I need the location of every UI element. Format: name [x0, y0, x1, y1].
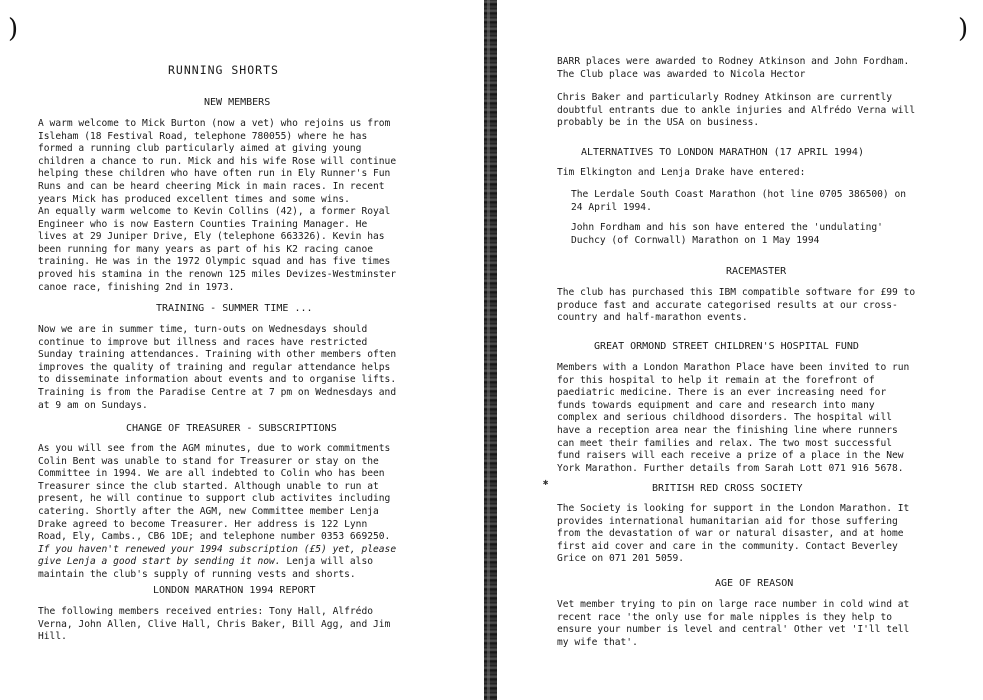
alternatives-item-2: John Fordham and his son have entered the 'undulating' Duchcy (of Cornwall) Marathon on 1 May 1994 [571, 222, 883, 246]
age-of-reason-heading: AGE OF REASON [715, 578, 794, 589]
new-members-paragraph-2: An equally warm welcome to Kevin Collins (42), a former Royal Engineer who is now Eastern Counties Training Manager. He lives at 29 Juniper Drive, Ely (telephone 663326). Kevin has been running for many years as part of his K2 racing canoe training. He was in the 1972 Olympic squad and has five times proved his stamina in the renown 125 miles Devizes-Westminster canoe race, finishing 2nd in 1973. [38, 206, 397, 293]
alternatives-item-1: The Lerdale South Coast Marathon (hot line 0705 386500) on 24 April 1994. [571, 189, 907, 213]
age-of-reason-paragraph: Vet member trying to pin on large race number in cold wind at recent race 'the only use for male nipples is they help to ensure your number is level and central' Other vet 'I'll tell my wife that'. [557, 599, 910, 648]
red-cross-heading: BRITISH RED CROSS SOCIETY [652, 483, 803, 494]
treasurer-heading: CHANGE OF TREASURER - SUBSCRIPTIONS [126, 423, 337, 434]
new-members-paragraph-1: A warm welcome to Mick Burton (now a vet) who rejoins us from Isleham (18 Festival Road, telephone 780055) where he has formed a running club particularly aimed at giving young children a chance to run. Mick and his wife Rose will continue helping these children who have often run in Ely Runner's Fun Runs and can be heard cheering Mick in main races. In recent years Mick has produced excellent times and some wins. [38, 118, 397, 205]
training-paragraph: Now we are in summer time, turn-outs on Wednesdays should continue to improve but illness and races have restricted Sunday training attendances. Training with other members often improves the quality of training and regular attendance helps to disseminate information about events and to organise lifts. Training is from the Paradise Centre at 7 pm on Wednesdays and at 9 am on Sundays. [38, 324, 397, 411]
training-heading: TRAINING - SUMMER TIME ... [156, 303, 313, 314]
new-members-heading: NEW MEMBERS [204, 97, 271, 108]
barr-paragraph: BARR places were awarded to Rodney Atkinson and John Fordham. The Club place was awarded to Nicola Hector [557, 56, 910, 80]
chris-baker-paragraph: Chris Baker and particularly Rodney Atkinson are currently doubtful entrants due to ankle injuries and Alfrédo Verna will probably be in the USA on business. [557, 92, 916, 129]
red-cross-paragraph: The Society is looking for support in the London Marathon. It provides international humanitarian aid for those suffering from the devastation of war or natural disaster, and at home first aid cover and care in the community. Contact Beverley Grice on 071 201 5059. [557, 503, 910, 565]
racemaster-paragraph: The club has purchased this IBM compatible software for £99 to produce fast and accurate categorised results at our cross- country and half-marathon events. [557, 287, 916, 324]
spine-shadow [487, 0, 490, 700]
gosh-paragraph: Members with a London Marathon Place have been invited to run for this hospital to help it remain at the forefront of paediatric medicine. There is an ever increasing need for funds towards equipment and care and research into many complex and serious childhood disorders. The hospital will have a reception area near the finishing line where runners can meet their families and relax. The two most successful fund raisers will each receive a prize of a place in the New York Marathon. Further details from Sarah Lott 071 916 5678. [557, 362, 910, 474]
treasurer-paragraph: As you will see from the AGM minutes, due to work commitments Colin Bent was unable to stand for Treasurer or stay on the Committee in 1994. We are all indebted to Colin who has been Treasurer since the club started. Although unable to run at present, he will continue to support club activites including catering. Shortly after the AGM, new Committee member Lenja Drake agreed to become Treasurer. Her address is 122 Lynn Road, Ely, Cambs., CB6 1DE; and telephone number 0353 669250. If you haven't renewed your 1994 subscription (£5) yet, please give Lenja a good start by sending it now. Lenja will also maintain the club's supply of running vests and shorts. [38, 443, 397, 580]
right-page [495, 0, 983, 700]
ink-speck: ✱ [543, 478, 549, 488]
left-margin-mark: ) [8, 14, 19, 44]
london-marathon-paragraph: The following members received entries: Tony Hall, Alfrédo Verna, John Allen, Clive Hall, Chris Baker, Bill Agg, and Jim Hill. [38, 606, 391, 643]
gosh-heading: GREAT ORMOND STREET CHILDREN'S HOSPITAL FUND [594, 341, 859, 352]
right-margin-mark: ) [958, 14, 969, 44]
left-page [0, 0, 485, 700]
subscription-reminder: If you haven't renewed your 1994 subscription (£5) yet, please [38, 543, 397, 555]
racemaster-heading: RACEMASTER [726, 266, 787, 277]
alternatives-heading: ALTERNATIVES TO LONDON MARATHON (17 APRIL 1994) [581, 147, 864, 158]
london-marathon-heading: LONDON MARATHON 1994 REPORT [153, 585, 316, 596]
alternatives-intro: Tim Elkington and Lenja Drake have entered: [557, 167, 806, 178]
page-title: RUNNING SHORTS [168, 63, 279, 77]
